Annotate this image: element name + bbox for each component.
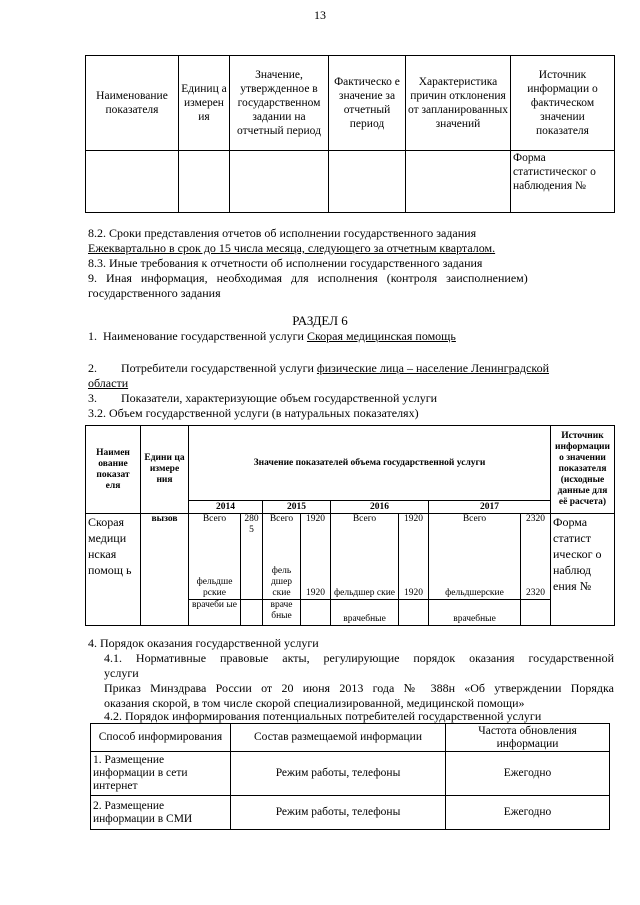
section-8-2: 8.2. Сроки представления отчетов об исполнении государственного задания xyxy=(88,226,477,240)
item-1-label: 1. Наименование государственной услуги xyxy=(88,329,307,343)
row-info-source: Форма статист ическог о наблюд ения № xyxy=(551,514,615,626)
legal-order: Приказ Минздрава России от 20 июня 2013 года № 388н «Об утверждении Порядка xyxy=(104,681,614,695)
total-2015: 1920 xyxy=(301,514,331,556)
doctor-label-2016: врачебные xyxy=(331,600,399,626)
section-8-3: 8.3. Иные требования к отчетности об исполнении государственного задания xyxy=(88,256,483,270)
feldsher-label-2016: фельдшер ские xyxy=(331,556,399,600)
total-2014: 280 5 xyxy=(241,514,263,600)
header-indicator-name: Наименование показателя xyxy=(86,56,179,151)
header-approved-value: Значение, утвержденное в государственном задании на отчетный период xyxy=(230,56,329,151)
table-row xyxy=(91,752,610,796)
header-content: Состав размещаемой информации xyxy=(231,724,446,752)
item-2-label: 2. Потребители государственной услуги xyxy=(88,361,317,375)
total-label-2015: Всего xyxy=(263,514,301,556)
header-method: Способ информирования xyxy=(91,724,231,752)
content-internet: Режим работы, телефоны xyxy=(231,752,446,796)
header-actual-value: Фактическо е значение за отчетный период xyxy=(329,56,406,151)
frequency-media: Ежегодно xyxy=(446,796,610,830)
indicator-quality-table xyxy=(85,55,615,213)
service-consumers-cont: области xyxy=(88,376,129,390)
table-header-row xyxy=(86,426,615,501)
row-unit: вызов xyxy=(141,514,189,626)
cell-empty xyxy=(230,151,329,213)
item-3-2: 3.2. Объем государственной услуги (в натуральных показателях) xyxy=(88,406,419,420)
row-indicator-name: Скорая медици нская помощ ь xyxy=(86,514,141,626)
section-title: РАЗДЕЛ 6 xyxy=(292,313,348,328)
cell-info-source: Форма статистическог о наблюдения № xyxy=(511,151,615,213)
cell-empty xyxy=(86,151,179,213)
item-4: 4. Порядок оказания государственной услуги xyxy=(88,636,319,650)
feldsher-2017: 2320 xyxy=(521,556,551,600)
content-media: Режим работы, телефоны xyxy=(231,796,446,830)
method-media: 2. Размещение информации в СМИ xyxy=(91,796,231,830)
cell-empty xyxy=(241,600,263,626)
section-9-cont: государственного задания xyxy=(88,286,221,300)
year-2015: 2015 xyxy=(263,501,331,514)
cell-empty xyxy=(329,151,406,213)
header-frequency: Частота обновления информации xyxy=(446,724,610,752)
table-header-row xyxy=(91,724,610,752)
page-number: 13 xyxy=(314,8,326,22)
table-row xyxy=(91,796,610,830)
doctor-label-2014: врачеби ые xyxy=(189,600,241,626)
item-4-1: 4.1. Нормативные правовые акты, регулирующие порядок оказания государственной xyxy=(104,651,614,665)
feldsher-label-2015: фель дшер ские xyxy=(263,556,301,600)
cell-empty xyxy=(301,600,331,626)
total-label-2016: Всего xyxy=(331,514,399,556)
table-header-row xyxy=(86,56,615,151)
cell-empty xyxy=(179,151,230,213)
item-2 xyxy=(88,361,549,376)
feldsher-2015: 1920 xyxy=(301,556,331,600)
service-volume-table xyxy=(85,425,615,626)
header-indicator-name: Наимен ование показат еля xyxy=(86,426,141,514)
doctor-label-2017: врачебные xyxy=(429,600,521,626)
service-name: Скорая медицинская помощь xyxy=(306,329,456,343)
feldsher-2016: 1920 xyxy=(399,556,429,600)
header-info-source: Источник информации о фактическом значении показателя xyxy=(511,56,615,151)
item-4-1-cont: услуги xyxy=(104,666,139,680)
header-unit: Едини ца измере ния xyxy=(141,426,189,514)
cell-empty xyxy=(399,600,429,626)
cell-empty xyxy=(406,151,511,213)
table-row xyxy=(86,151,615,213)
year-2016: 2016 xyxy=(331,501,429,514)
doctor-label-2015: враче бные xyxy=(263,600,301,626)
header-unit: Единиц а измерен ия xyxy=(179,56,230,151)
feldsher-label-2017: фельдшерские xyxy=(429,556,521,600)
header-volume-values: Значение показателей объема государственной услуги xyxy=(189,426,551,501)
informing-table xyxy=(90,723,610,830)
service-consumers: физические лица – население Ленинградской xyxy=(316,361,550,375)
year-2014: 2014 xyxy=(189,501,263,514)
total-label-2017: Всего xyxy=(429,514,521,556)
header-deviation-reason: Характеристика причин отклонения от запланированных значений xyxy=(406,56,511,151)
item-3: 3. Показатели, характеризующие объем государственной услуги xyxy=(88,391,438,405)
legal-order-cont: оказания скорой, в том числе скорой специализированной, медицинской помощи» xyxy=(104,696,525,710)
total-2016: 1920 xyxy=(399,514,429,556)
year-2017: 2017 xyxy=(429,501,551,514)
item-4-2: 4.2. Порядок информирования потенциальных потребителей государственной услуги xyxy=(104,709,542,723)
total-row xyxy=(86,514,615,556)
section-8-2-value: Ежеквартально в срок до 15 числа месяца, следующего за отчетным кварталом. xyxy=(88,241,496,255)
section-9: 9. Иная информация, необходимая для исполнения (контроля заисполнением) xyxy=(88,271,528,285)
method-internet: 1. Размещение информации в сети интернет xyxy=(91,752,231,796)
item-1 xyxy=(88,329,456,344)
frequency-internet: Ежегодно xyxy=(446,752,610,796)
header-info-source: Источник информации о значении показателя (исходные данные для её расчета) xyxy=(551,426,615,514)
cell-empty xyxy=(521,600,551,626)
feldsher-label-2014: фельдше рские xyxy=(189,556,241,600)
total-2017: 2320 xyxy=(521,514,551,556)
total-label-2014: Всего xyxy=(189,514,241,556)
